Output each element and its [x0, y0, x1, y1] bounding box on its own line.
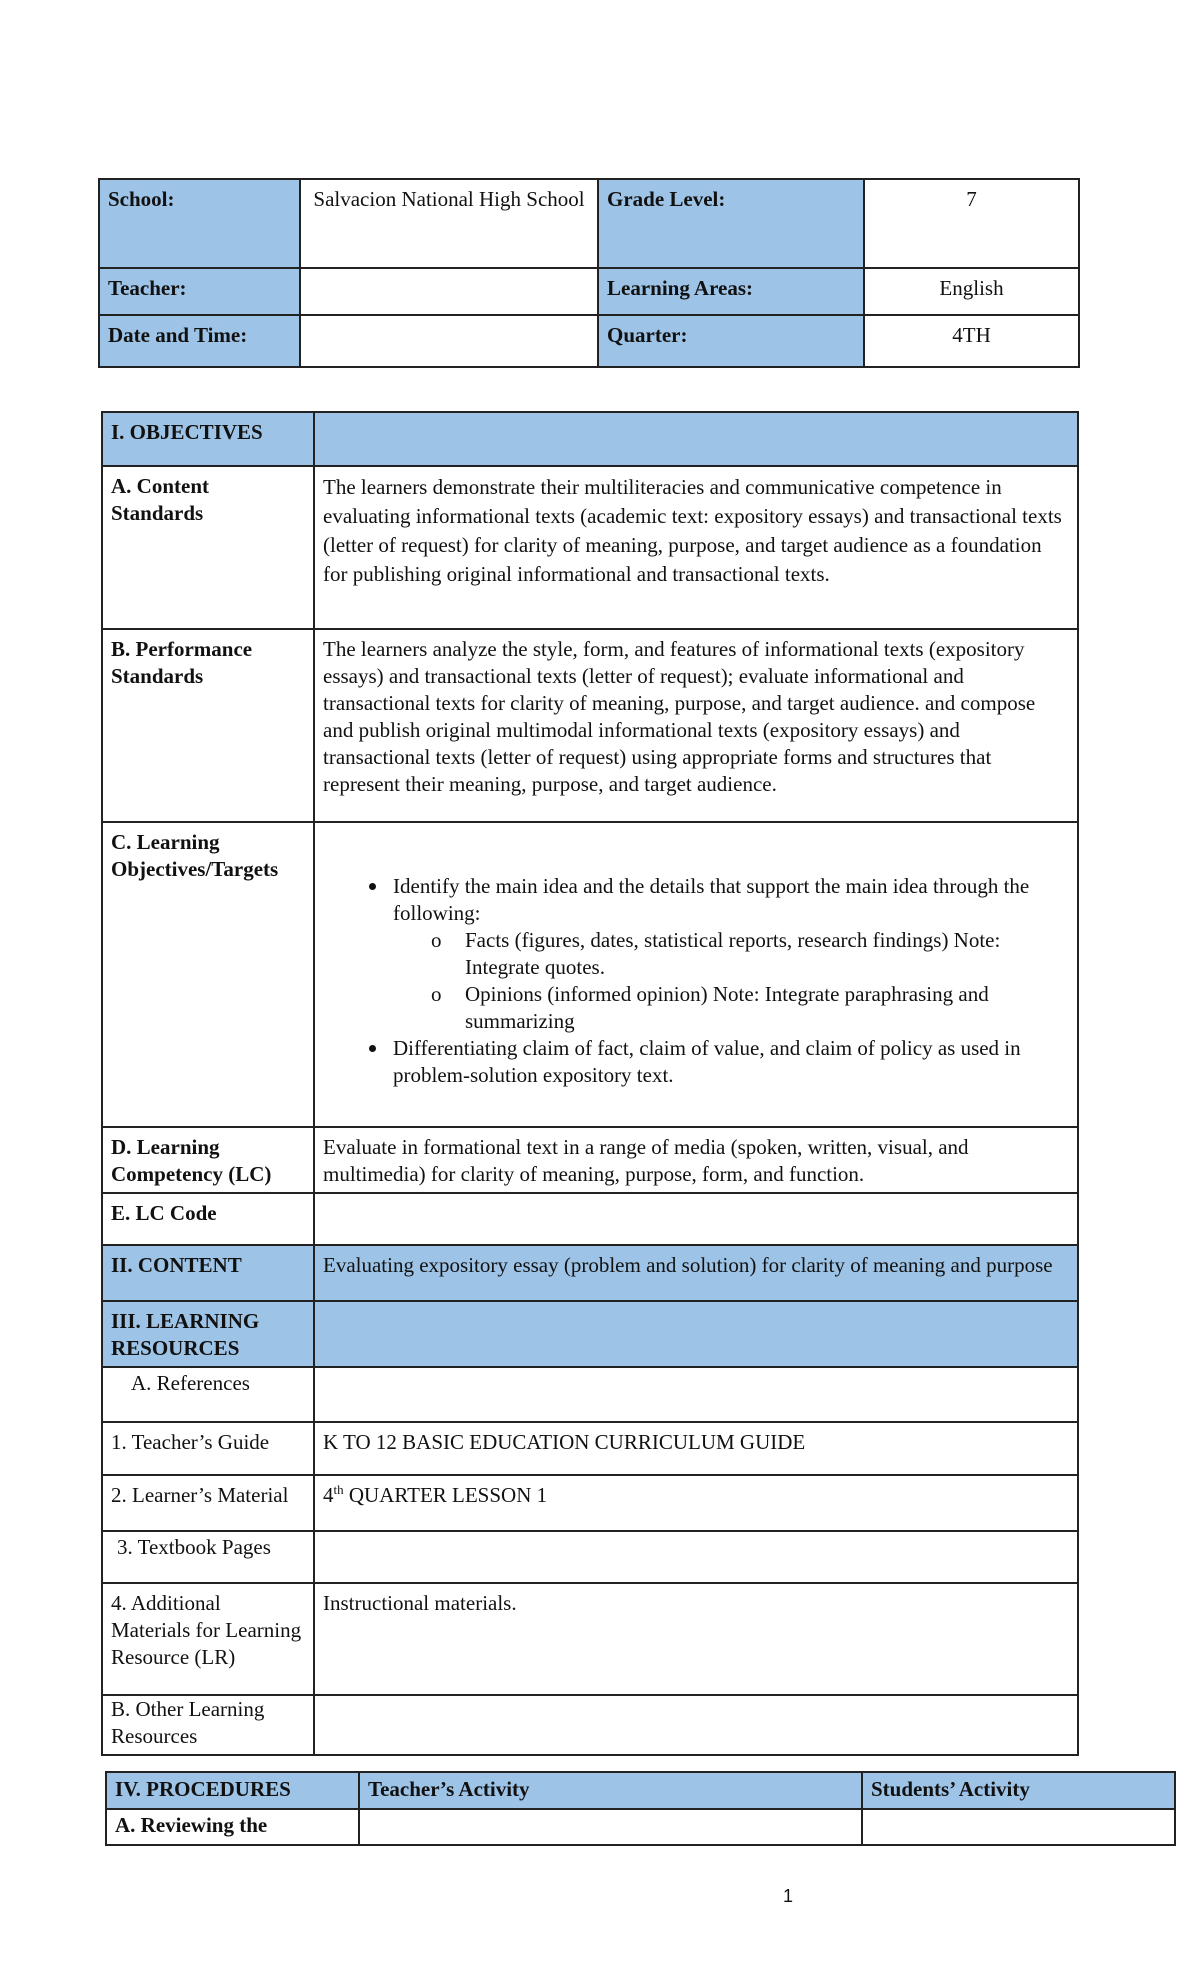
learning-objectives-cell	[314, 822, 1078, 1127]
objectives-sublist	[393, 927, 1069, 1035]
additional-materials-label: 4. Additional Materials for Learning Resource (LR)	[102, 1583, 314, 1695]
textbook-pages-value	[314, 1531, 1078, 1583]
learning-areas-value: English	[864, 268, 1079, 315]
page-number: 1	[783, 1886, 794, 1906]
grade-level-label: Grade Level:	[598, 179, 864, 268]
lesson-plan-table	[101, 411, 1079, 1756]
lm-number: 4	[323, 1483, 334, 1507]
reviewing-row-teacher	[359, 1809, 862, 1845]
other-resources-text: B. Other Learning Resources	[111, 1697, 265, 1748]
objectives-list	[323, 873, 1069, 1089]
performance-standards-text: The learners analyze the style, form, and features of informational texts (expository essays) and transactional texts (letter of request); evaluate informational and transactional texts for clarity of meaning, purpose, and target audience. and compose and publish original multimodal informational texts (expository essays) and transactional texts (letter of request) using appropriate forms and structures that represent their meaning, purpose, and target audience.	[314, 629, 1078, 822]
references-label: A. References	[102, 1367, 314, 1422]
teachers-guide-label: 1. Teacher’s Guide	[102, 1422, 314, 1475]
learning-resources-heading: III. LEARNING RESOURCES	[102, 1301, 314, 1367]
lm-rest: QUARTER LESSON 1	[343, 1483, 548, 1507]
reviewing-row-label: A. Reviewing the	[106, 1809, 359, 1845]
references-value	[314, 1367, 1078, 1422]
lc-code-label: E. LC Code	[102, 1193, 314, 1245]
teachers-activity-heading: Teacher’s Activity	[359, 1772, 862, 1809]
objective-bullet-1: Identify the main idea and the details that support the main idea through the following:	[393, 874, 1030, 925]
learning-competency-text: Evaluate in formational text in a range of media (spoken, written, visual, and multimedia) for clarity of meaning, purpose, form, and function.	[314, 1127, 1078, 1193]
learning-competency-label: D. Learning Competency (LC)	[102, 1127, 314, 1193]
additional-materials-value: Instructional materials.	[314, 1583, 1078, 1695]
reviewing-row-students	[862, 1809, 1175, 1845]
teacher-value	[300, 268, 598, 315]
learning-resources-blank	[314, 1301, 1078, 1367]
teacher-label: Teacher:	[99, 268, 300, 315]
quarter-label: Quarter:	[598, 315, 864, 367]
date-time-label: Date and Time:	[99, 315, 300, 367]
teachers-guide-value: K TO 12 BASIC EDUCATION CURRICULUM GUIDE	[314, 1422, 1078, 1475]
other-resources-label	[102, 1695, 314, 1755]
students-activity-heading: Students’ Activity	[862, 1772, 1175, 1809]
objective-bullet-2: Differentiating claim of fact, claim of value, and claim of policy as used in problem-solution expository text.	[393, 1035, 1069, 1089]
lc-code-value	[314, 1193, 1078, 1245]
learning-areas-label: Learning Areas:	[598, 268, 864, 315]
quarter-value: 4TH	[864, 315, 1079, 367]
content-standards-text: The learners demonstrate their multiliteracies and communicative competence in evaluating informational texts (academic text: expository essays) and transactional texts (letter of request) for clarity of meaning, purpose, and target audience as a foundation for publishing original informational and transactional texts.	[314, 466, 1078, 629]
procedures-table	[105, 1771, 1176, 1846]
learners-material-label: 2. Learner’s Material	[102, 1475, 314, 1531]
list-item	[393, 873, 1069, 1035]
other-resources-value	[314, 1695, 1078, 1755]
content-heading: II. CONTENT	[102, 1245, 314, 1301]
date-time-value	[300, 315, 598, 367]
objective-sub-1: o Facts (figures, dates, statistical reports, research findings) Note: Integrate quotes.	[465, 927, 1069, 981]
content-text: Evaluating expository essay (problem and solution) for clarity of meaning and purpose	[314, 1245, 1078, 1301]
objectives-heading-blank	[314, 412, 1078, 466]
procedures-heading: IV. PROCEDURES	[106, 1772, 359, 1809]
learning-objectives-label: C. Learning Objectives/Targets	[102, 822, 314, 1127]
objective-sub-2: o Opinions (informed opinion) Note: Integrate paraphrasing and summarizing	[465, 981, 1069, 1035]
textbook-pages-label: 3. Textbook Pages	[102, 1531, 314, 1583]
content-standards-label: A. Content Standards	[102, 466, 314, 629]
lm-suffix: th	[333, 1482, 344, 1497]
header-info-table	[98, 178, 1080, 368]
learners-material-value	[314, 1475, 1078, 1531]
grade-level-value: 7	[864, 179, 1079, 268]
performance-standards-label: B. Performance Standards	[102, 629, 314, 822]
school-label: School:	[99, 179, 300, 268]
objectives-heading: I. OBJECTIVES	[102, 412, 314, 466]
school-value: Salvacion National High School	[300, 179, 598, 268]
